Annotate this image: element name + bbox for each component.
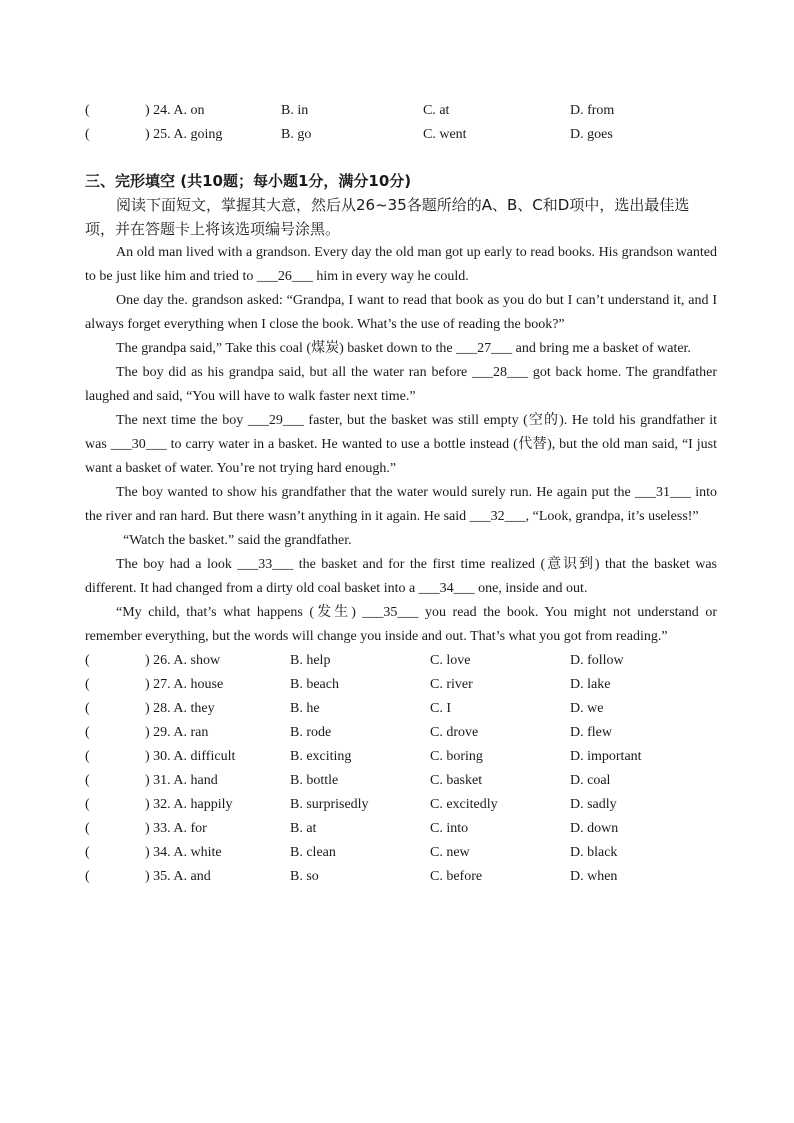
- passage-paragraph: The next time the boy ___29___ faster, but the basket was still empty (空的). He told his grandfather it was ___30___ to carry water in a basket. He wanted to use a bottle instead (代替), but the old man said, “I just want a basket of water. You’re not trying hard enough.”: [85, 413, 717, 476]
- answer-blank: (: [85, 797, 90, 812]
- option-c: C. went: [423, 127, 467, 142]
- answer-blank: (: [85, 773, 90, 788]
- question-row-34: [85, 841, 717, 865]
- option-a: ) 25. A. going: [145, 127, 223, 142]
- section-title: 三、完形填空 (共10题；每小题1分，满分10分): [85, 172, 412, 190]
- option-b: B. exciting: [290, 749, 352, 764]
- option-c: C. new: [430, 845, 470, 860]
- answer-blank: (: [85, 127, 90, 142]
- question-row-29: [85, 721, 717, 745]
- option-d: D. we: [570, 701, 604, 716]
- option-c: C. basket: [430, 773, 483, 788]
- answer-blank: (: [85, 869, 90, 884]
- question-row-31: [85, 769, 717, 793]
- answer-blank: (: [85, 845, 90, 860]
- option-c: C. river: [430, 677, 473, 692]
- option-a: ) 24. A. on: [145, 103, 205, 118]
- option-b: B. rode: [290, 725, 332, 740]
- option-d: D. down: [570, 821, 619, 836]
- exam-page: [85, 99, 717, 889]
- option-d: D. sadly: [570, 797, 617, 812]
- option-c: C. before: [430, 869, 483, 884]
- option-a: ) 33. A. for: [145, 821, 207, 836]
- option-b: B. clean: [290, 845, 336, 860]
- option-c: C. into: [430, 821, 469, 836]
- passage-paragraph: An old man lived with a grandson. Every day the old man got up early to read books. His grandson wanted to be just like him and tried to ___26___ him in every way he could.: [85, 245, 717, 284]
- passage-paragraph: One day the. grandson asked: “Grandpa, I want to read that book as you do but I can’t understand it, and I always forget everything when I close the book. What’s the use of reading the book?”: [85, 293, 717, 332]
- option-b: B. in: [281, 103, 309, 118]
- option-d: D. from: [570, 103, 615, 118]
- section-instruction: 阅读下面短文，掌握其大意，然后从26~35各题所给的A、B、C和D项中，选出最佳选项，并在答题卡上将该选项编号涂黑。: [85, 196, 690, 238]
- question-row-28: [85, 697, 717, 721]
- option-b: B. at: [290, 821, 317, 836]
- question-row-33: [85, 817, 717, 841]
- option-b: B. help: [290, 653, 331, 668]
- option-b: B. so: [290, 869, 319, 884]
- option-d: D. goes: [570, 127, 613, 142]
- question-list: [85, 649, 717, 889]
- passage-paragraph: “My child, that’s what happens (发生) ___35___ you read the book. You might not understand or remember everything, but the words will change you inside and out. That’s what you got from reading.”: [85, 605, 717, 644]
- passage: [85, 241, 717, 649]
- option-c: C. drove: [430, 725, 479, 740]
- option-c: C. boring: [430, 749, 483, 764]
- option-b: B. beach: [290, 677, 339, 692]
- question-row-25: [85, 123, 717, 147]
- option-a: ) 30. A. difficult: [145, 749, 236, 764]
- option-c: C. excitedly: [430, 797, 498, 812]
- question-row-35: [85, 865, 717, 889]
- answer-blank: (: [85, 749, 90, 764]
- option-a: ) 32. A. happily: [145, 797, 233, 812]
- question-row-30: [85, 745, 717, 769]
- option-c: C. at: [423, 103, 450, 118]
- option-a: ) 34. A. white: [145, 845, 222, 860]
- answer-blank: (: [85, 821, 90, 836]
- passage-paragraph: The grandpa said,” Take this coal (煤炭) basket down to the ___27___ and bring me a basket of water.: [116, 341, 691, 356]
- option-d: D. lake: [570, 677, 611, 692]
- answer-blank: (: [85, 725, 90, 740]
- option-b: B. surprisedly: [290, 797, 369, 812]
- passage-paragraph: The boy did as his grandpa said, but all the water ran before ___28___ got back home. The grandfather laughed and said, “You will have to walk faster next time.”: [85, 365, 717, 404]
- option-d: D. important: [570, 749, 642, 764]
- option-a: ) 31. A. hand: [145, 773, 218, 788]
- option-a: ) 27. A. house: [145, 677, 224, 692]
- top-question-list: [85, 99, 717, 147]
- option-c: C. love: [430, 653, 471, 668]
- passage-paragraph: The boy had a look ___33___ the basket and for the first time realized (意识到) that the basket was different. It had changed from a dirty old coal basket into a ___34___ one, inside and out.: [85, 557, 717, 596]
- option-b: B. bottle: [290, 773, 339, 788]
- answer-blank: (: [85, 653, 90, 668]
- option-b: B. he: [290, 701, 320, 716]
- passage-paragraph: “Watch the basket.” said the grandfather.: [123, 533, 352, 548]
- answer-blank: (: [85, 701, 90, 716]
- question-row-32: [85, 793, 717, 817]
- option-a: ) 28. A. they: [145, 701, 215, 716]
- option-a: ) 26. A. show: [145, 653, 221, 668]
- question-row-24: [85, 99, 717, 123]
- answer-blank: (: [85, 677, 90, 692]
- option-d: D. black: [570, 845, 618, 860]
- option-c: C. I: [430, 701, 451, 716]
- option-d: D. coal: [570, 773, 611, 788]
- question-row-26: [85, 649, 717, 673]
- option-b: B. go: [281, 127, 312, 142]
- question-row-27: [85, 673, 717, 697]
- option-d: D. when: [570, 869, 618, 884]
- option-a: ) 29. A. ran: [145, 725, 209, 740]
- answer-blank: (: [85, 103, 90, 118]
- option-d: D. flew: [570, 725, 612, 740]
- option-d: D. follow: [570, 653, 624, 668]
- passage-paragraph: The boy wanted to show his grandfather that the water would surely run. He again put the ___31___ into the river and ran hard. But there wasn’t anything in it again. He said ___32___, “Look, grandpa, it’s useless!”: [85, 485, 717, 524]
- option-a: ) 35. A. and: [145, 869, 211, 884]
